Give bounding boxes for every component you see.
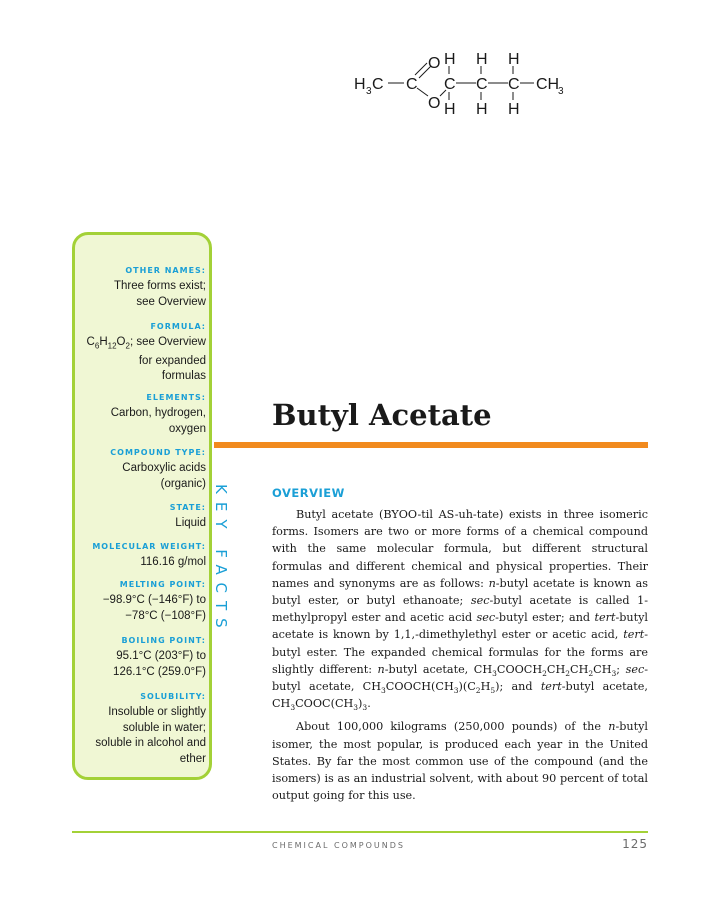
paragraph-1 (272, 506, 648, 712)
fact-line: for expanded (138, 354, 206, 367)
text-run: -butyl acetate is known by 1,1,-dimethylethyl ester or acetic acid, (272, 611, 648, 642)
formula-part: CH (570, 662, 589, 676)
text-run: Butyl acetate (BYOO-til AS-uh-tate) exists in three isomeric forms. Isomers are two or more forms of a chemical compound with the same molecular formula, but different structural formulas and different chemical and physical properties. Their names and synonyms are as follows: (272, 508, 648, 590)
formula-part: COOCH (496, 662, 543, 676)
formula-subscript: 3 (362, 703, 368, 713)
italic-prefix: n (608, 720, 616, 734)
bond-c-o (417, 88, 428, 96)
fact-other-names (78, 266, 206, 310)
fact-line: Insoluble or slightly (108, 706, 206, 718)
fact-value (78, 461, 206, 492)
fact-line: oxygen (168, 422, 206, 435)
formula-part: -butyl acetate, CH (272, 662, 648, 694)
text-run: -butyl acetate is known as butyl ester, or butyl ethanoate; (272, 576, 648, 608)
formula-part: CH (546, 662, 566, 676)
formula-part: ); and (495, 680, 541, 694)
fact-formula (78, 322, 206, 385)
fact-label: SOLUBILITY: (140, 692, 206, 701)
section-heading: OVERVIEW (272, 486, 345, 500)
fact-label: STATE: (169, 503, 206, 512)
fact-formula-line (78, 335, 206, 354)
formula-c-count: 6 (94, 341, 100, 351)
fact-line: 95.1°C (203°F) to (116, 650, 206, 662)
formula-subscript: 5 (490, 686, 496, 696)
italic-prefix: sec (470, 594, 490, 608)
formula-part: . (367, 697, 371, 711)
footer-rule (72, 831, 648, 833)
formula-subscript: 2 (565, 669, 571, 679)
fact-line: (organic) (160, 477, 206, 490)
fact-line: ether (179, 752, 206, 765)
atom-h-c2-bot: H (476, 101, 488, 118)
formula-rest: ; see Overview (129, 336, 206, 348)
italic-prefix: sec (625, 662, 645, 676)
fact-line: Liquid (175, 517, 206, 529)
fact-line: soluble in water; (122, 721, 206, 734)
text-run: -butyl acetate is called 1-methylpropyl ester and acetic acid (272, 594, 648, 625)
fact-line: 126.1°C (259.0°F) (113, 665, 206, 678)
fact-value (78, 593, 206, 624)
formula-part: -butyl acetate, CH (384, 662, 493, 676)
italic-prefix: sec (476, 611, 496, 625)
atom-ester-o: O (428, 95, 441, 112)
fact-label: OTHER NAMES: (125, 266, 206, 275)
formula-part: -butyl acetate, CH (272, 680, 648, 711)
fact-value (78, 516, 206, 532)
fact-value (78, 279, 206, 310)
formula-subscript: 2 (588, 669, 594, 679)
formula-subscript: 3 (492, 669, 497, 679)
fact-label: BOILING POINT: (121, 636, 206, 645)
fact-boiling-point (78, 636, 206, 680)
fact-line: Three forms exist; (113, 280, 206, 292)
atom-c2: C (476, 76, 488, 93)
fact-compound-type (78, 448, 206, 492)
fact-value (78, 649, 206, 680)
atom-c1: C (444, 76, 456, 93)
formula-c: C (86, 336, 95, 348)
formula-subscript: 3 (290, 703, 296, 713)
fact-line: soluble in alcohol and (95, 737, 206, 749)
fact-solubility (72, 692, 206, 767)
fact-label: MELTING POINT: (119, 580, 206, 589)
atom-h-c3-bot: H (508, 101, 520, 118)
text-run: -butyl ester; and (495, 611, 595, 625)
page-number: 125 (622, 837, 648, 851)
fact-label: MOLECULAR WEIGHT: (92, 542, 206, 551)
fact-line: −78°C (−108°F) (125, 609, 206, 622)
fact-elements (78, 393, 206, 437)
formula-o: O (116, 336, 126, 348)
article-body (272, 506, 648, 810)
italic-prefix: tert (594, 611, 616, 625)
fact-molecular-weight (78, 542, 206, 571)
fact-line: 116.16 g/mol (140, 556, 206, 568)
formula-o-count: 2 (125, 341, 130, 351)
formula-part: COOCH(CH (385, 680, 454, 694)
formula-part: H (480, 680, 491, 694)
formula-part: )(C (458, 680, 476, 694)
fact-value (78, 555, 206, 571)
text-run: About 100,000 kilograms (250,000 pounds) of the (296, 720, 609, 734)
atom-carbonyl-o: O (428, 55, 441, 72)
atom-carbonyl-c: C (406, 76, 418, 93)
atom-h3c-h: H (354, 76, 366, 93)
structural-formula (348, 44, 578, 120)
title-rule (214, 442, 648, 448)
text-run: -butyl isomer, the most popular, is produced each year in the United States. By far the most common use of the compound (and the isomers) is as an industrial solvent, with about 90 percent of total output going for this use. (272, 720, 648, 803)
formula-part: ) (358, 697, 363, 711)
fact-line: −98.9°C (−146°F) to (102, 594, 206, 606)
italic-prefix: n (488, 576, 496, 590)
italic-prefix: n (377, 662, 385, 676)
formula-part: CH (593, 662, 612, 676)
fact-value (78, 335, 206, 385)
formula-part: COOC(CH (295, 697, 354, 711)
formula-part: ; (616, 662, 626, 676)
page-title: Butyl Acetate (272, 398, 492, 432)
paragraph-2 (272, 718, 648, 804)
atom-h3c-c: C (372, 76, 384, 93)
atom-h-c2-top: H (476, 51, 488, 68)
formula-h: H (99, 336, 108, 348)
fact-melting-point (78, 580, 206, 624)
fact-label: ELEMENTS: (146, 393, 206, 402)
formula-subscript: 3 (353, 703, 359, 713)
formula-subscript: 3 (453, 686, 459, 696)
atom-c3: C (508, 76, 520, 93)
italic-prefix: tert (623, 628, 645, 642)
bond-double-1 (415, 63, 427, 75)
fact-line: formulas (161, 370, 206, 383)
key-facts-label: KEY FACTS (212, 484, 230, 636)
formula-h-count: 12 (107, 341, 117, 351)
fact-label: COMPOUND TYPE: (110, 448, 206, 457)
atom-h-c3-top: H (508, 51, 520, 68)
fact-line: Carboxylic acids (122, 462, 206, 474)
fact-label: FORMULA: (150, 322, 206, 331)
fact-line: see Overview (136, 295, 206, 308)
italic-prefix: tert (540, 680, 562, 694)
fact-value (78, 406, 206, 437)
atom-ch3-sub: 3 (558, 86, 564, 97)
formula-subscript: 2 (542, 669, 547, 679)
fact-value (72, 705, 206, 767)
text-run: -butyl ester. The expanded chemical formulas for the forms are slightly different: (272, 628, 648, 676)
atom-ch3-ch: CH (536, 76, 560, 93)
atom-h-c1-top: H (444, 51, 456, 68)
fact-state (78, 503, 206, 532)
footer-title: CHEMICAL COMPOUNDS (272, 841, 405, 850)
formula-subscript: 3 (381, 686, 386, 696)
formula-subscript: 2 (475, 686, 481, 696)
fact-line: Carbon, hydrogen, (110, 407, 206, 419)
formula-subscript: 3 (611, 669, 617, 679)
atom-h-c1-bot: H (444, 101, 456, 118)
atom-h3c-sub: 3 (366, 86, 372, 97)
